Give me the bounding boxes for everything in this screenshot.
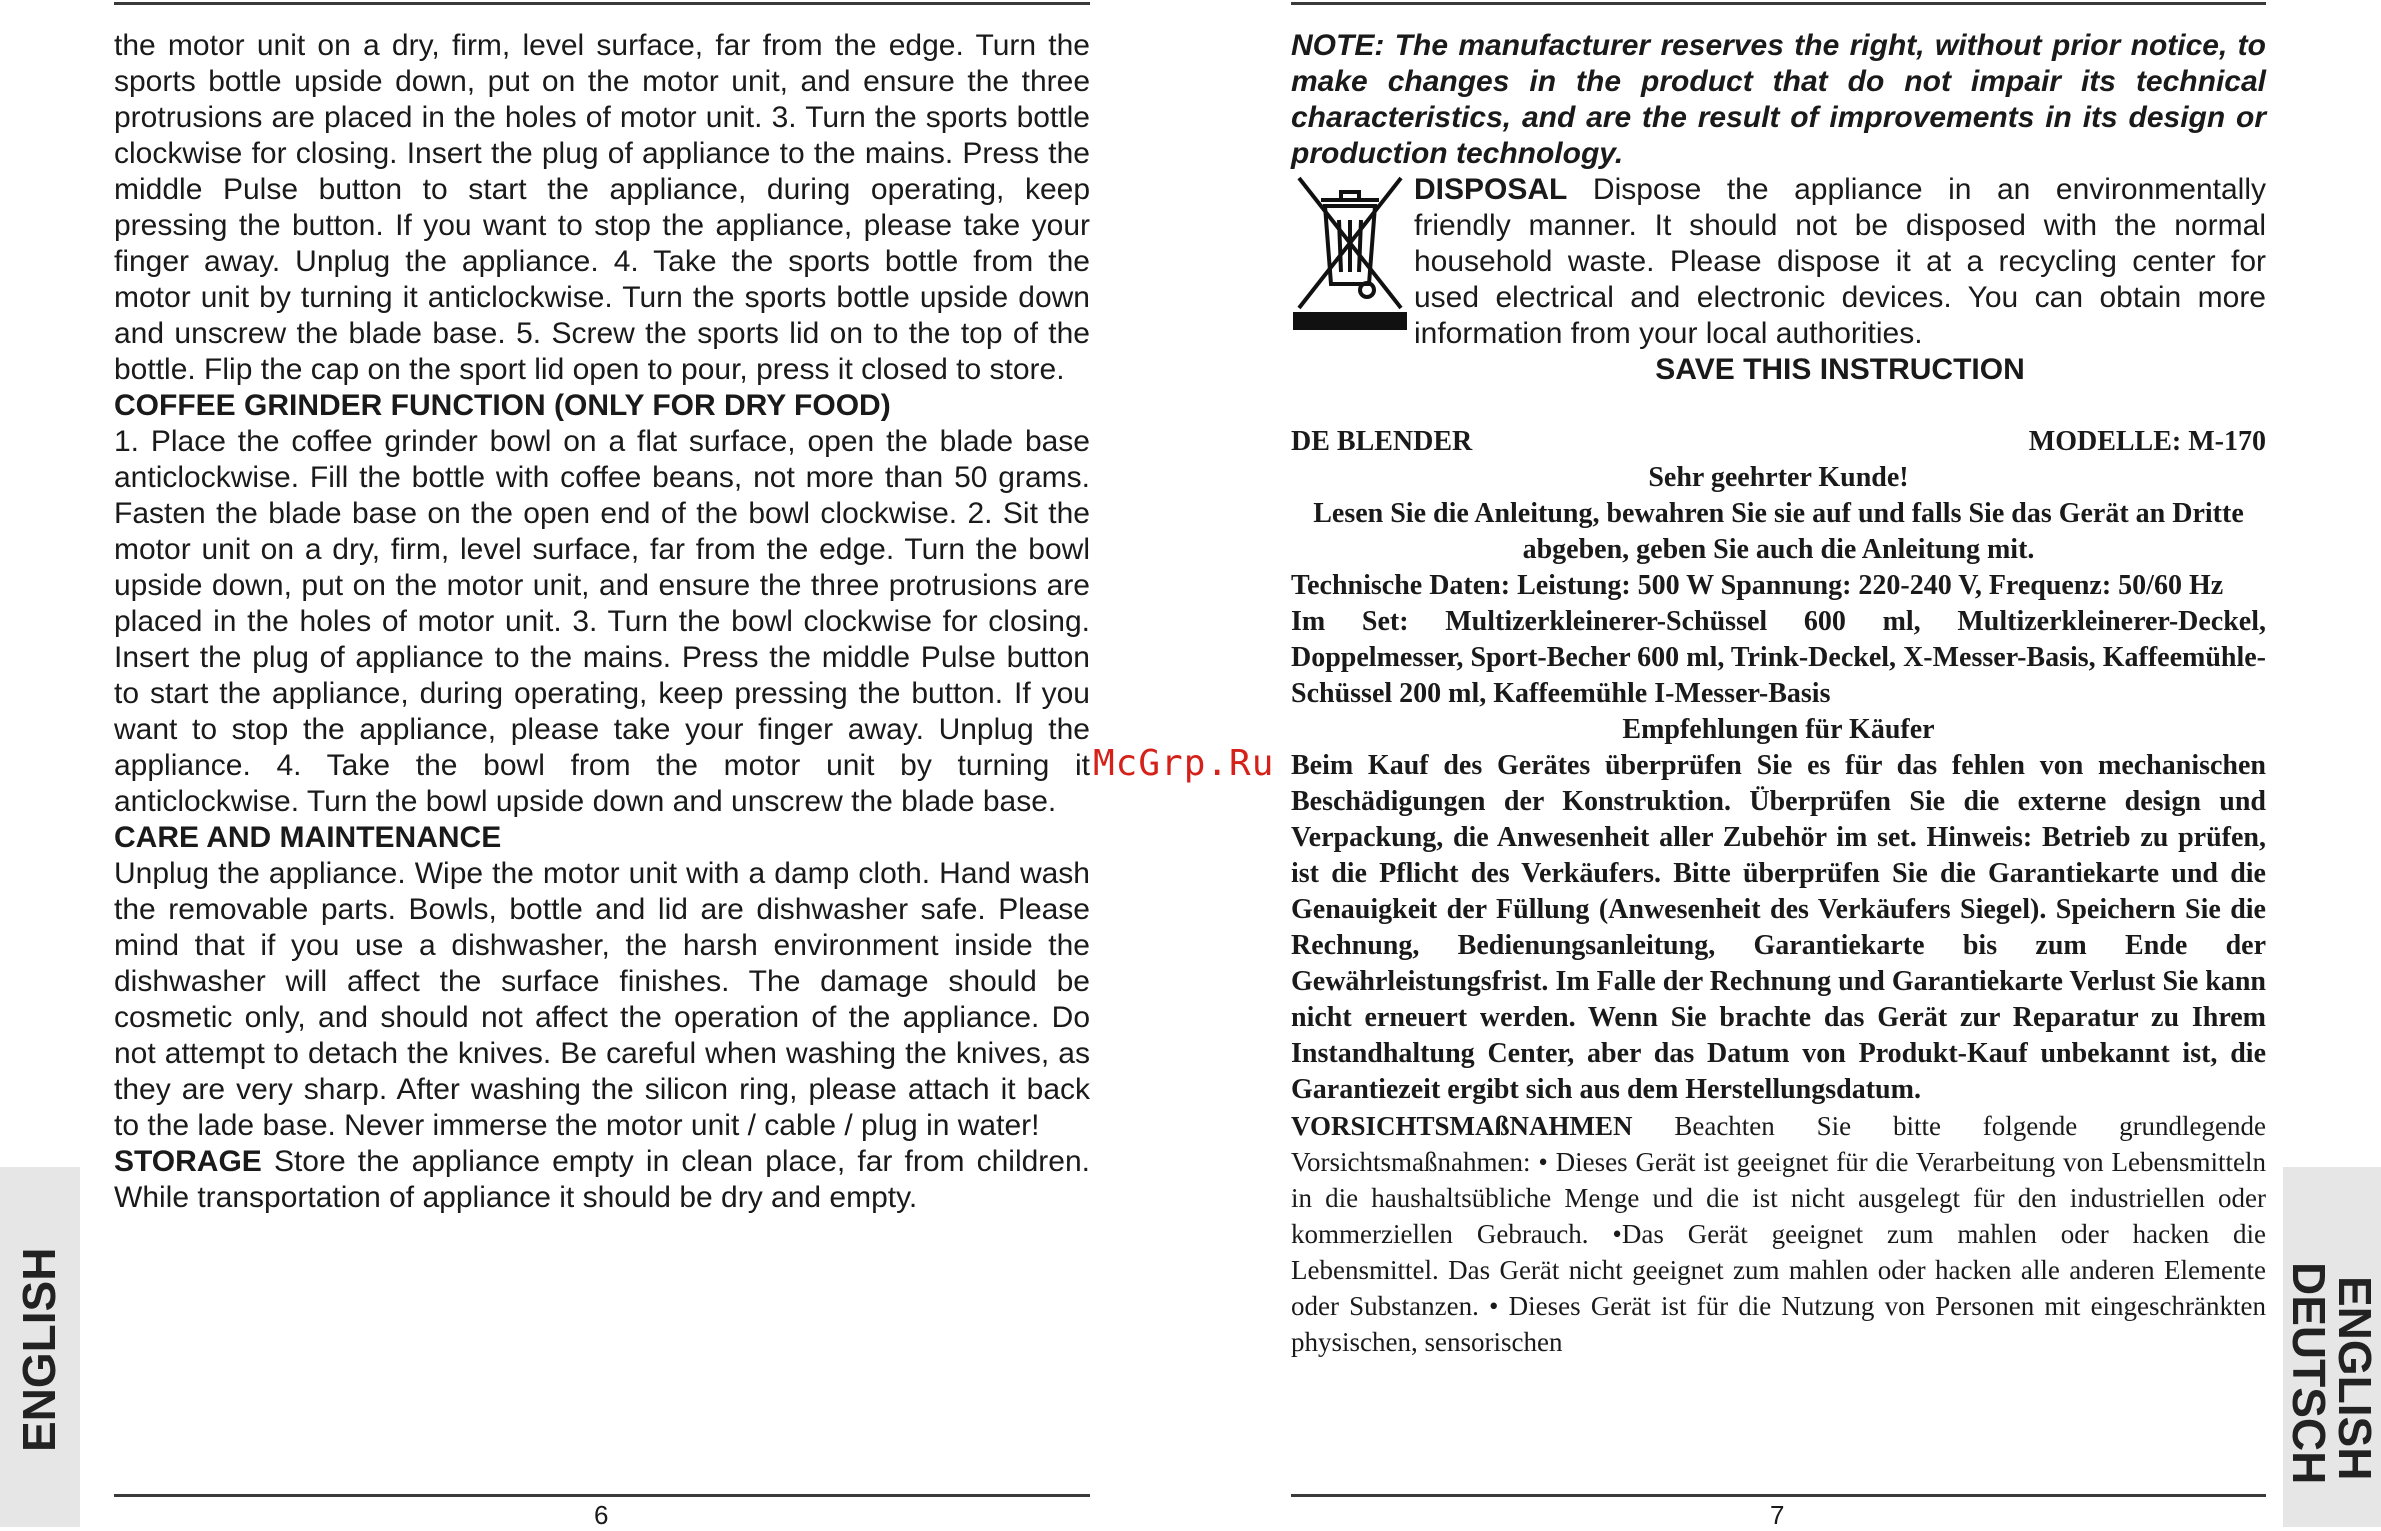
watermark-text: McGrp.Ru bbox=[1093, 743, 1275, 784]
page-number-left: 6 bbox=[594, 1500, 609, 1530]
manufacturer-note: NOTE: The manufacturer reserves the right, without prior notice, to make changes in the product that do not impair its technical characteristics, and are the result of improvements in its design or production technology. bbox=[1291, 29, 2266, 170]
de-precautions-text: Beachten Sie bitte folgende grundlegende Vorsichtsmaßnahmen: • Dieses Gerät ist geeignet für die Verarbeitung von Lebensmitteln in die haushaltsübliche Menge und die ist nicht ausgelegt für den industriellen oder kommerziellen Gebrauch. •Das Gerät geeignet zum mahlen oder hacken die Lebensmittel. Das Gerät nicht geeignet zum mahlen oder hacken alle anderen Elemente oder Substanzen. • Dieses Gerät ist für die Nutzung von Personen mit eingeschränkten physischen, sensorischen bbox=[1291, 1111, 2267, 1357]
page-number-right: 7 bbox=[1770, 1500, 1785, 1530]
paragraph-care: Unplug the appliance. Wipe the motor unit with a damp cloth. Hand wash the removable parts. Bowls, bottle and lid are dishwasher safe. Please mind that if you use a dishwasher, the harsh environment inside the dishwasher will affect the surface finishes. The damage should be cosmetic only, and should not affect the operation of the appliance. Do not attempt to detach the knives. Be careful when washing the knives, as they are very sharp. After washing the silicon ring, please attach it back to the lade base. Never immerse the motor unit / cable / plug in water! bbox=[114, 857, 1090, 1142]
de-recommendations-text: Beim Kauf des Gerätes überprüfen Sie es für das fehlen von mechanischen Beschädigungen der Konstruktion. Überprüfen Sie die externe design und Verpackung, die Anwesenheit aller Zubehör im set. Hinweis: Betrieb zu prüfen, ist die Pflicht des Verkäufers. Bitte überprüfen Sie die Garantiekarte und die Genauigkeit der Füllung (Anwesenheit des Verkäufers Siegel). Speichern Sie die Rechnung, Bedienungsanleitung, Garantiekarte bis zum Ende der Gewährleistungsfrist. Im Falle der Rechnung und Garantiekarte Verlust Sie kann nicht erneuert werden. Wenn Sie brachte das Gerät zur Reparatur zu Ihrem Instandhaltung Center, aber das Datum von Produkt-Kauf unbekannt ist, die Garantiezeit ergibt sich aus dem Herstellungsdatum. bbox=[1291, 750, 2266, 1105]
disposal-text: Dispose the appliance in an environmentally friendly manner. It should not be disposed with the normal household waste. Please dispose it at a recycling center for used electrical and electronic devices. You can obtain more information from your local authorities. bbox=[1414, 173, 2266, 350]
storage-label: STORAGE bbox=[114, 1145, 262, 1178]
disposal-text-block bbox=[1414, 172, 2266, 352]
de-read-line: Lesen Sie die Anleitung, bewahren Sie sie auf und falls Sie das Gerät an Dritte abgeben, geben Sie auch die Anleitung mit. bbox=[1313, 498, 2244, 565]
de-in-set: Im Set: Multizerkleinerer-Schüssel 600 ml, Multizerkleinerer-Deckel, Doppelmesser, Sport-Becher 600 ml, Trink-Deckel, X-Messer-Basis, Kaffeemühle-Schüssel 200 ml, Kaffeemühle I-Messer-Basis bbox=[1291, 606, 2266, 709]
storage-text: Store the appliance empty in clean place, far from children. While transportation of appliance it should be dry and empty. bbox=[114, 1145, 1090, 1214]
side-tab-right-label-2: DEUTSCH bbox=[2283, 1262, 2335, 1485]
german-section bbox=[1291, 424, 2266, 1360]
de-tech-data: Technische Daten: Leistung: 500 W Spannung: 220-240 V, Frequenz: 50/60 Hz bbox=[1291, 570, 2224, 601]
de-precautions bbox=[1291, 1108, 2266, 1360]
page-right bbox=[1291, 28, 2266, 1360]
bottom-rule-right bbox=[1291, 1494, 2266, 1497]
heading-care: CARE AND MAINTENANCE bbox=[114, 821, 502, 854]
page-left bbox=[114, 28, 1090, 1216]
save-instruction: SAVE THIS INSTRUCTION bbox=[1655, 353, 2025, 386]
de-title-right: MODELLE: M-170 bbox=[2028, 426, 2266, 457]
side-tab-right-label-1: ENGLISH bbox=[2329, 1276, 2381, 1481]
top-rule-left bbox=[114, 2, 1090, 5]
de-title-row bbox=[1291, 424, 2266, 460]
paragraph-coffee-grinder: 1. Place the coffee grinder bowl on a flat surface, open the blade base anticlockwise. Fill the bottle with coffee beans, not more than 50 grams. Fasten the blade base on the open end of the bowl clockwise. 2. Sit the motor unit on a dry, firm, level surface, far from the edge. Turn the bowl upside down, put on the motor unit, and ensure the three protrusions are placed in the holes of motor unit. 3. Turn the bowl clockwise for closing. Insert the plug of appliance to the mains. Press the middle Pulse button to start the appliance, during operating, keep pressing the button. If you want to stop the appliance, please take your finger away. Unplug the appliance. 4. Take the bowl from the motor unit by turning it anticlockwise. Turn the bowl upside down and unscrew the blade base. bbox=[114, 425, 1090, 818]
paragraph-storage bbox=[114, 1144, 1090, 1216]
heading-coffee-grinder: COFFEE GRINDER FUNCTION (ONLY FOR DRY FOOD) bbox=[114, 389, 891, 422]
paragraph-intro: the motor unit on a dry, firm, level surface, far from the edge. Turn the sports bottle upside down, put on the motor unit, and ensure the three protrusions are placed in the holes of motor unit. 3. Turn the sports bottle clockwise for closing. Insert the plug of appliance to the mains. Press the middle Pulse button to start the appliance, during operating, keep pressing the button. If you want to stop the appliance, please take your finger away. Unplug the appliance. 4. Take the sports bottle from the motor unit by turning it anticlockwise. Turn the sports bottle upside down and unscrew the blade base. 5. Screw the sports lid on to the top of the bottle. Flip the cap on the sport lid open to pour, press it closed to store. bbox=[114, 29, 1090, 386]
disposal-block bbox=[1291, 172, 2266, 352]
side-tab-left-label: ENGLISH bbox=[13, 1247, 65, 1452]
de-title-left: DE BLENDER bbox=[1291, 426, 1473, 457]
de-precautions-label: VORSICHTSMAßNAHMEN bbox=[1291, 1111, 1633, 1141]
de-recommendations-heading: Empfehlungen für Käufer bbox=[1622, 714, 1935, 745]
bottom-rule-left bbox=[114, 1494, 1090, 1497]
disposal-label: DISPOSAL bbox=[1414, 173, 1568, 206]
top-rule-right bbox=[1291, 2, 2266, 5]
crossed-out-wheelie-bin-icon bbox=[1291, 172, 1409, 342]
de-greeting: Sehr geehrter Kunde! bbox=[1648, 462, 1909, 493]
